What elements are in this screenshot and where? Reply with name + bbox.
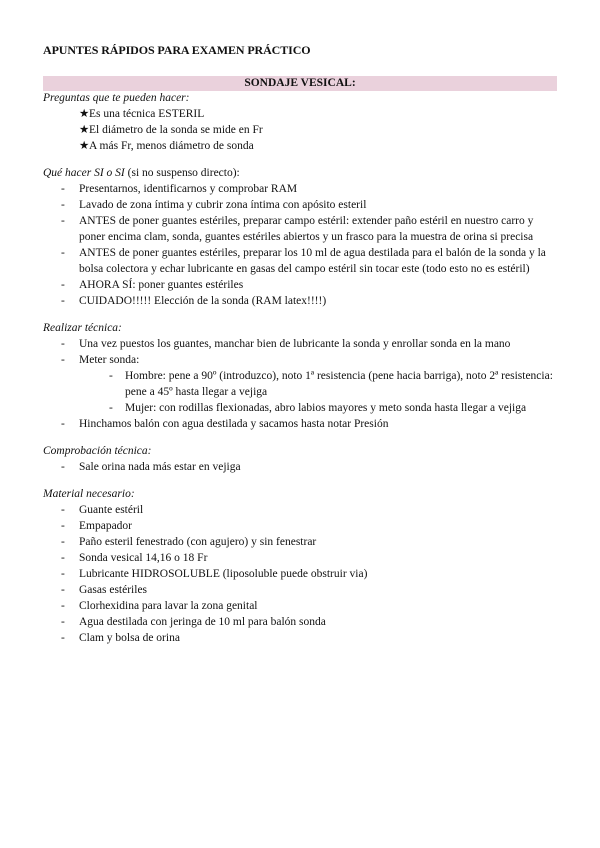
preguntas-heading: Preguntas que te pueden hacer:: [43, 92, 190, 104]
list-item: - Una vez puestos los guantes, manchar bien de lubricante la sonda y enrollar sonda en la mano: [61, 338, 511, 350]
que-hacer-list: [43, 181, 557, 309]
list-item: - ANTES de poner guantes estériles, preparar los 10 ml de agua destilada para el balón de la sonda y la bolsa colectora y echar lubricante en gasas del campo estéril sin tocar este (todo esto no es estéril): [61, 247, 546, 275]
list-item: ★Es una técnica ESTERIL: [79, 108, 205, 120]
section-banner: [43, 76, 557, 91]
list-item: - Lavado de zona íntima y cubrir zona íntima con apósito esteril: [61, 199, 367, 211]
list-item: - Presentarnos, identificarnos y comprobar RAM: [61, 183, 298, 195]
star-icon: ★: [79, 108, 90, 120]
list-item: - Clorhexidina para lavar la zona genital: [61, 600, 258, 612]
comprobacion-heading: Comprobación técnica:: [43, 445, 152, 457]
tecnica-heading: Realizar técnica:: [43, 322, 122, 334]
list-item: - Paño esteril fenestrado (con agujero) y sin fenestrar: [61, 536, 317, 548]
star-icon: ★: [79, 124, 90, 136]
list-item: - AHORA SÍ: poner guantes estériles: [61, 279, 244, 291]
tecnica-sub-list: [79, 368, 557, 416]
list-item: - Clam y bolsa de orina: [61, 632, 180, 644]
list-item: - Agua destilada con jeringa de 10 ml para balón sonda: [61, 616, 326, 628]
list-item: ★A más Fr, menos diámetro de sonda: [79, 140, 254, 152]
list-item: - Hinchamos balón con agua destilada y sacamos hasta notar Presión: [61, 418, 389, 430]
list-item: - Sonda vesical 14,16 o 18 Fr: [61, 552, 208, 564]
list-item: - Gasas estériles: [61, 584, 148, 596]
material-list: [43, 502, 557, 646]
sub-list-item: - Hombre: pene a 90º (introduzco), noto 1ª resistencia (pene hacia barriga), noto 2ª resistencia: pene a 45º hasta llegar a vejiga: [109, 370, 553, 398]
material-heading: Material necesario:: [43, 488, 135, 500]
document-title: APUNTES RÁPIDOS PARA EXAMEN PRÁCTICO: [43, 43, 311, 57]
sub-list-item: - Mujer: con rodillas flexionadas, abro labios mayores y meto sonda hasta llegar a vejiga: [109, 402, 527, 414]
que-hacer-heading: Qué hacer SI o SI (si no suspenso directo):: [43, 167, 240, 179]
comprobacion-list: [43, 459, 557, 475]
list-item: ★El diámetro de la sonda se mide en Fr: [79, 124, 263, 136]
list-item: - CUIDADO!!!!! Elección de la sonda (RAM latex!!!!): [61, 295, 327, 307]
preguntas-list: [43, 106, 557, 154]
list-item: - Lubricante HIDROSOLUBLE (liposoluble puede obstruir via): [61, 568, 368, 580]
banner-title: SONDAJE VESICAL: [244, 77, 352, 89]
list-item: - Meter sonda: - Hombre: pene a 90º (introduzco), noto 1ª resistencia (pene hacia barriga), noto 2ª resistencia: pene a 45º hasta llegar a vejiga - Mujer: con rodillas flexionadas, abro labios mayores y meto sonda hasta llegar a vejiga: [61, 352, 557, 416]
list-item: - Empapador: [61, 520, 133, 532]
tecnica-list: [43, 336, 557, 432]
list-item: - ANTES de poner guantes estériles, preparar campo estéril: extender paño estéril en nuestro carro y poner encima clam, sonda, guantes estériles abiertos y un frasco para la muestra de orina si precisa: [61, 215, 534, 243]
star-icon: ★: [79, 140, 90, 152]
list-item: - Sale orina nada más estar en vejiga: [61, 461, 241, 473]
list-item: - Guante estéril: [61, 504, 144, 516]
banner-colon: :: [351, 77, 356, 89]
